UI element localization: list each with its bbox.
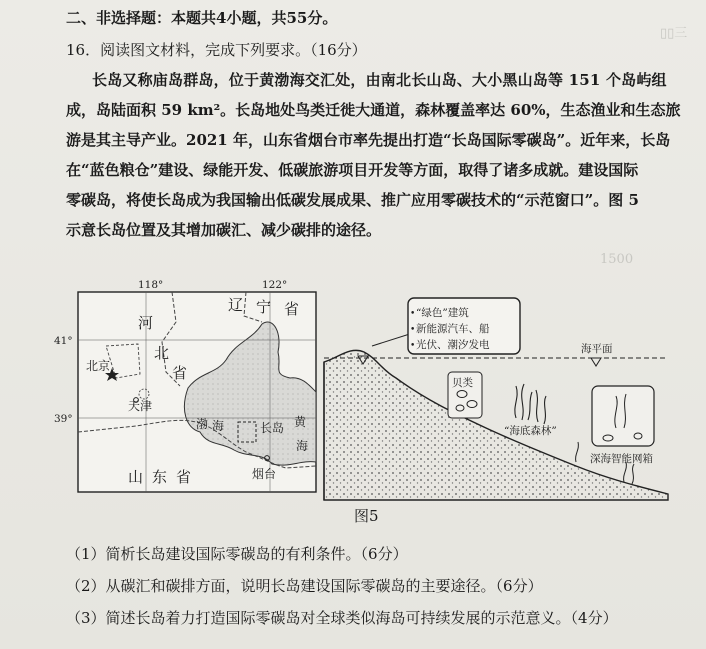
sea-label: 海 xyxy=(296,439,309,453)
carbon-measure-item: 新能源汽车、船 xyxy=(416,323,490,335)
paragraph-line: 零碳岛，将使长岛成为我国输出低碳发展成果、推广应用零碳技术的“示范窗口”。图 5 xyxy=(66,191,639,209)
province-label: 河 xyxy=(138,314,154,332)
sea-level-label: 海平面 xyxy=(581,343,613,355)
province-label: 辽 xyxy=(228,296,244,314)
figure-caption: 图5 xyxy=(354,507,379,525)
paragraph-line: 成，岛陆面积 59 km²。长岛地处鸟类迁徙大通道，森林覆盖率达 60%，生态渔业和生态旅 xyxy=(66,101,681,119)
bleed-through-text: 1500 xyxy=(600,252,634,267)
longitude-label: 118° xyxy=(138,279,164,291)
section-header: 二、非选择题：本题共4小题，共55分。 xyxy=(66,9,338,27)
province-label: 山 xyxy=(128,468,144,486)
paragraph-line: 示意长岛位置及其增加碳汇、减少碳排的途径。 xyxy=(66,221,382,239)
cage-label: 深海智能网箱 xyxy=(590,453,653,465)
bullet: • xyxy=(410,325,416,335)
bleed-through-text: ▯▯三 xyxy=(660,26,688,41)
paragraph-line: 在“蓝色粮仓”建设、绿能开发、低碳旅游项目开发等方面，取得了诸多成就。建设国际 xyxy=(66,161,639,179)
province-label: 省 xyxy=(284,300,300,318)
province-label: 省 xyxy=(176,468,192,486)
paragraph-line: 长岛又称庙岛群岛，位于黄渤海交汇处，由南北长山岛、大小黑山岛等 151 个岛屿组 xyxy=(92,71,667,89)
carbon-diagram xyxy=(324,298,668,500)
carbon-measure-item: “绿色”建筑 xyxy=(416,307,469,319)
location-map xyxy=(78,292,316,492)
province-label: 省 xyxy=(172,364,188,382)
question-title: 16．阅读图文材料，完成下列要求。（16分） xyxy=(66,41,367,59)
shellfish-label: 贝类 xyxy=(452,377,473,389)
sub-question: （1）简析长岛建设国际零碳岛的有利条件。（6分） xyxy=(66,545,408,563)
carbon-measure-item: 光伏、潮汐发电 xyxy=(416,339,490,351)
longitude-label: 122° xyxy=(262,279,288,291)
forest-label: “海底森林” xyxy=(504,425,557,437)
province-label: 东 xyxy=(152,468,168,486)
island-label: 长岛 xyxy=(260,421,285,435)
bullet: • xyxy=(410,309,416,319)
latitude-label: 39° xyxy=(54,413,73,425)
bullet: • xyxy=(410,341,416,351)
paragraph-line: 游是其主导产业。2021 年，山东省烟台市率先提出打造“长岛国际零碳岛”。近年来，长岛 xyxy=(66,131,671,149)
seaweed-icon xyxy=(515,384,546,424)
city-label: 烟台 xyxy=(252,467,277,481)
latitude-label: 41° xyxy=(54,335,73,347)
sea-level-marker-icon xyxy=(591,358,601,366)
figure-5 xyxy=(54,279,668,500)
sub-question: （2）从碳汇和碳排方面，说明长岛建设国际零碳岛的主要途径。（6分） xyxy=(66,577,543,595)
city-label: 北京 xyxy=(86,359,111,373)
sea-label: 黄 xyxy=(294,415,307,429)
sub-question: （3）简述长岛着力打造国际零碳岛对全球类似海岛可持续发展的示范意义。（4分） xyxy=(66,609,618,627)
city-label: 天津 xyxy=(128,399,153,413)
province-label: 宁 xyxy=(256,298,272,316)
sea-label: 渤 xyxy=(196,417,209,431)
province-label: 北 xyxy=(154,344,170,362)
sea-label: 海 xyxy=(212,419,225,433)
